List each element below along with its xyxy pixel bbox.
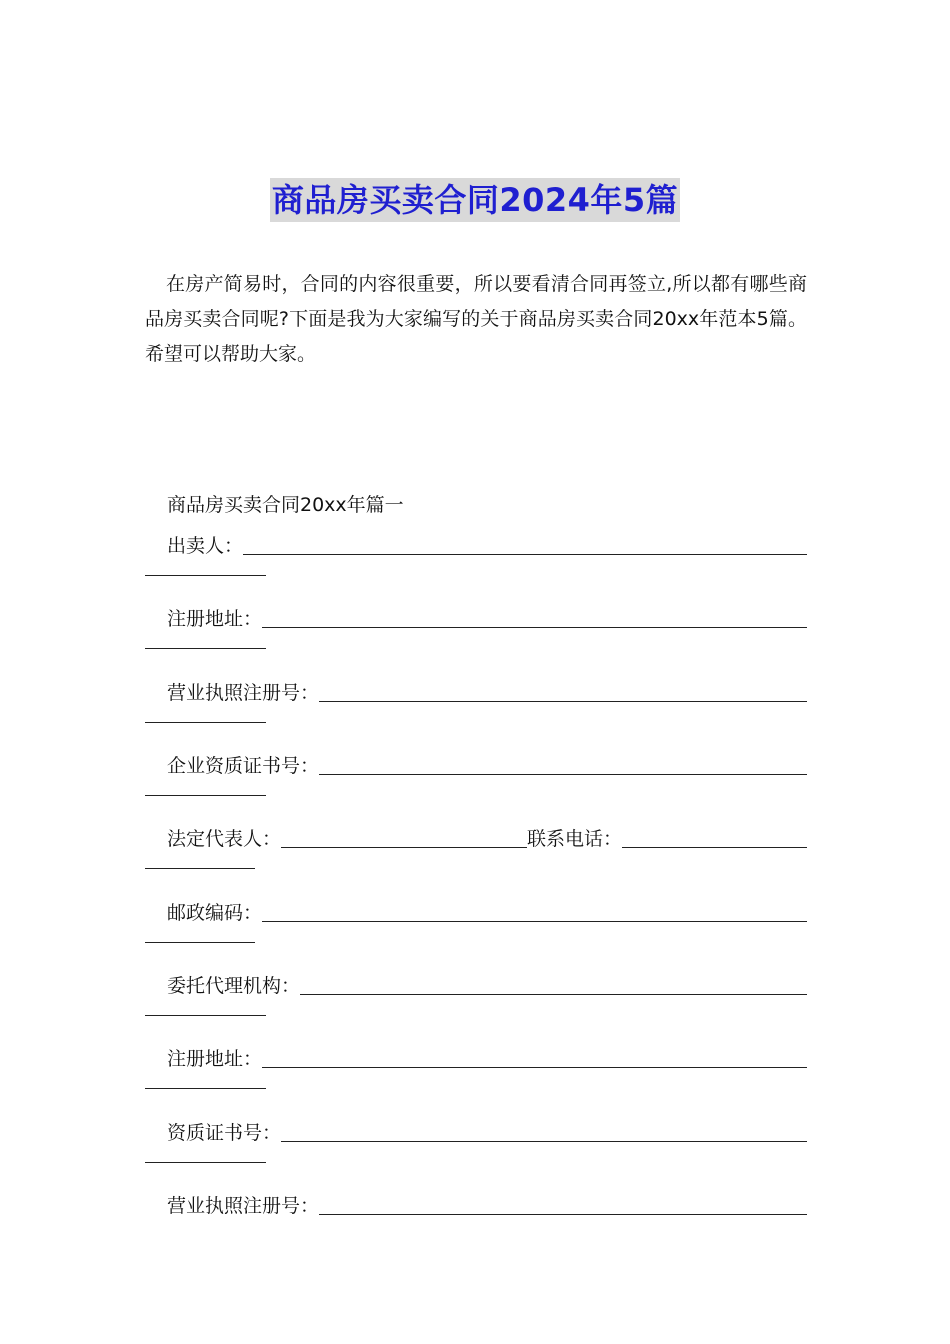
blank-line bbox=[319, 774, 807, 775]
form-field-legal-rep bbox=[145, 823, 807, 895]
blank-line-continuation bbox=[145, 575, 266, 576]
blank-line bbox=[319, 701, 807, 702]
form-field-seller bbox=[145, 530, 807, 602]
field-label: 企业资质证书号： bbox=[167, 755, 320, 777]
form-field-agency bbox=[145, 970, 807, 1042]
field-label: 注册地址： bbox=[167, 1048, 263, 1070]
form-field-registered-address bbox=[145, 603, 807, 675]
form-field-business-license bbox=[145, 677, 807, 749]
field-label: 资质证书号： bbox=[167, 1122, 282, 1144]
blank-line bbox=[262, 1067, 807, 1068]
blank-line-continuation bbox=[145, 942, 255, 943]
blank-line bbox=[262, 627, 807, 628]
blank-line bbox=[262, 921, 807, 922]
field-label: 邮政编码： bbox=[167, 902, 263, 924]
blank-line-continuation bbox=[145, 1015, 266, 1016]
blank-line bbox=[300, 994, 807, 995]
section-heading: 商品房买卖合同20xx年篇一 bbox=[167, 494, 404, 516]
form-field-postal-code bbox=[145, 897, 807, 969]
field-label: 委托代理机构： bbox=[167, 975, 301, 997]
field-label: 出卖人： bbox=[167, 535, 244, 557]
blank-line-continuation bbox=[145, 1088, 266, 1089]
blank-line bbox=[281, 1141, 807, 1142]
blank-line-continuation bbox=[145, 648, 266, 649]
title-text: 商品房买卖合同2024年5篇 bbox=[270, 178, 680, 222]
document-title bbox=[0, 178, 950, 222]
field-label: 法定代表人： bbox=[167, 828, 282, 850]
field-label: 注册地址： bbox=[167, 608, 263, 630]
blank-line bbox=[281, 847, 527, 848]
field-label: 营业执照注册号： bbox=[167, 682, 320, 704]
blank-line-continuation bbox=[145, 1162, 266, 1163]
blank-line bbox=[243, 554, 807, 555]
field-label: 营业执照注册号： bbox=[167, 1195, 320, 1217]
blank-line-continuation bbox=[145, 722, 266, 723]
blank-line-continuation bbox=[145, 868, 255, 869]
field-label-phone: 联系电话： bbox=[527, 828, 623, 850]
form-field-agency-address bbox=[145, 1043, 807, 1115]
intro-paragraph: 在房产简易时，合同的内容很重要，所以要看清合同再签立,所以都有哪些商品房买卖合同呢?下面是我为大家编写的关于商品房买卖合同20xx年范本5篇。希望可以帮助大家。 bbox=[145, 273, 807, 365]
form-field-agency-cert bbox=[145, 1117, 807, 1189]
blank-line bbox=[319, 1214, 807, 1215]
blank-line-continuation bbox=[145, 795, 266, 796]
form-field-qualification-cert bbox=[145, 750, 807, 822]
blank-line bbox=[622, 847, 807, 848]
form-field-agency-license bbox=[145, 1190, 807, 1230]
